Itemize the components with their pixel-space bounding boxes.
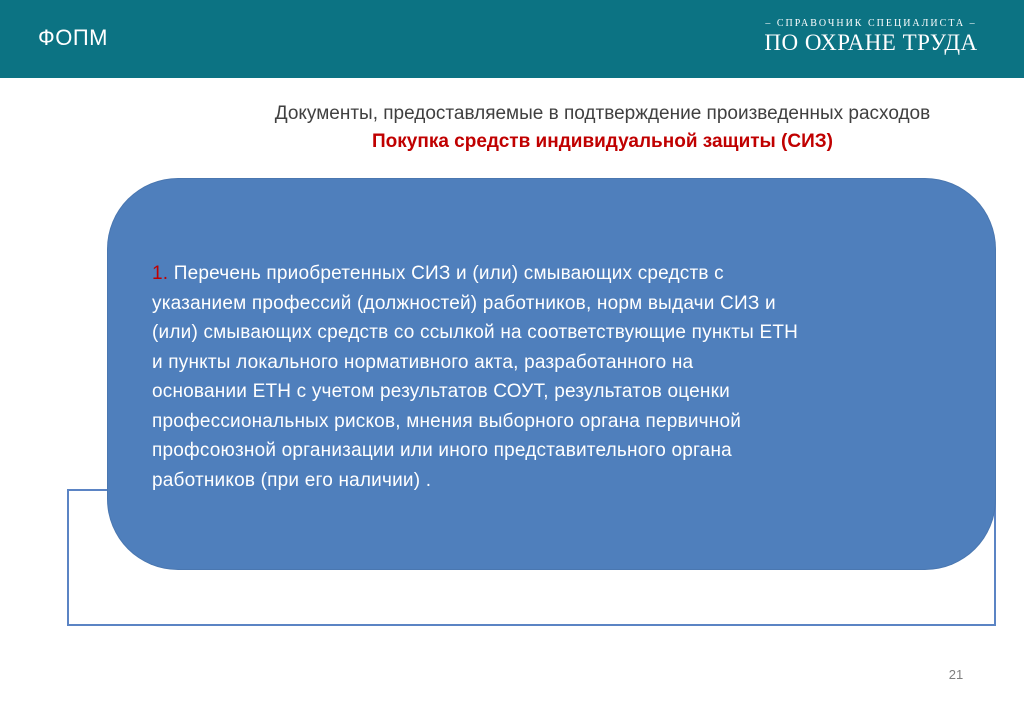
card-line: указанием профессий (должностей) работников, норм выдачи СИЗ и (152, 292, 776, 314)
item-number: 1. (152, 263, 169, 284)
card-line-text: Перечень приобретенных СИЗ и (или) смывающих средств с (173, 263, 724, 284)
brand-name: ПО ОХРАНЕ ТРУДА (764, 30, 978, 55)
card-line: и пункты локального нормативного акта, разработанного на (152, 351, 694, 373)
card-line: профсоюзной организации или иного представительного органа (152, 440, 732, 461)
card-line: основании ЕТН с учетом результатов СОУТ, результатов оценки (152, 381, 730, 402)
document-heading: Документы, предоставляемые в подтверждение произведенных расходов (274, 103, 931, 124)
page-number: 21 (948, 667, 964, 682)
card-text (152, 259, 972, 495)
card-line: профессиональных рисков, мнения выборного органа первичной (152, 410, 742, 432)
card-line (152, 259, 972, 289)
card-line: работников (при его наличии) . (152, 469, 432, 491)
header-title: ФОПМ (38, 25, 108, 50)
header-bar (0, 0, 1024, 78)
card-line: (или) смывающих средств со ссылкой на соответствующие пункты ЕТН (152, 322, 799, 343)
document-subheading: Покупка средств индивидуальной защиты (СИЗ) (372, 131, 833, 152)
brand-tagline: – СПРАВОЧНИК СПЕЦИАЛИСТА – (765, 18, 977, 29)
brand-logo (756, 18, 986, 56)
